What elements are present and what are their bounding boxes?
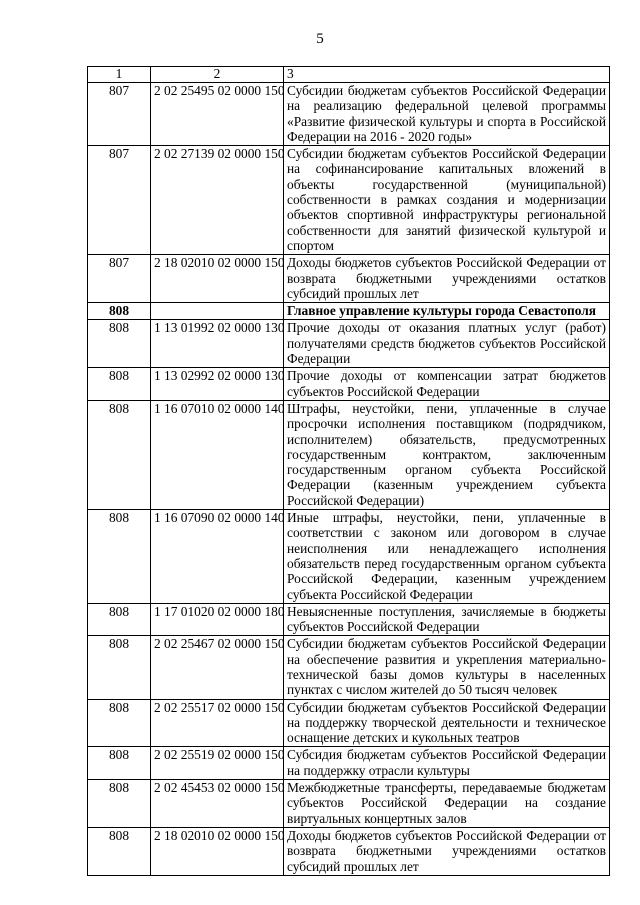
header-col-1: 1 xyxy=(88,67,151,83)
budget-code-cell: 1 16 07010 02 0000 140 xyxy=(151,400,284,509)
table-row xyxy=(88,603,610,636)
admin-code-cell: 808 xyxy=(88,510,151,604)
table-header-row xyxy=(88,67,610,83)
header-col-3: 3 xyxy=(284,67,610,83)
table-row xyxy=(88,368,610,401)
revenue-name-cell: Субсидии бюджетам субъектов Российской Федерации на реализацию федеральной целевой программы «Развитие физической культуры и спорта в Российской Федерации на 2016 - 2020 годы» xyxy=(284,83,610,146)
table-row xyxy=(88,827,610,875)
admin-code-cell: 807 xyxy=(88,255,151,303)
budget-code-cell: 2 02 25517 02 0000 150 xyxy=(151,699,284,747)
page-number: 5 xyxy=(316,31,324,47)
revenue-name-cell: Доходы бюджетов субъектов Российской Федерации от возврата бюджетными учреждениями остатков субсидий прошлых лет xyxy=(284,255,610,303)
admin-code-cell: 808 xyxy=(88,827,151,875)
budget-code-cell: 1 13 02992 02 0000 130 xyxy=(151,368,284,401)
revenue-name-cell: Субсидии бюджетам субъектов Российской Федерации на обеспечение развития и укрепления материально-технической базы домов культуры в населенных пунктах с числом жителей до 50 тысяч человек xyxy=(284,636,610,699)
revenue-name-cell: Доходы бюджетов субъектов Российской Федерации от возврата бюджетными учреждениями остатков субсидий прошлых лет xyxy=(284,827,610,875)
admin-code-cell: 808 xyxy=(88,747,151,780)
admin-code-cell: 808 xyxy=(88,303,151,320)
table-row xyxy=(88,747,610,780)
section-header-row xyxy=(88,303,610,320)
admin-code-cell: 808 xyxy=(88,368,151,401)
admin-code-cell: 807 xyxy=(88,146,151,255)
admin-code-cell: 808 xyxy=(88,320,151,368)
budget-code-cell: 2 02 25519 02 0000 150 xyxy=(151,747,284,780)
admin-code-cell: 808 xyxy=(88,603,151,636)
table-row xyxy=(88,146,610,255)
admin-code-cell: 807 xyxy=(88,83,151,146)
header-col-2: 2 xyxy=(151,67,284,83)
budget-code-cell: 1 13 01992 02 0000 130 xyxy=(151,320,284,368)
table-row xyxy=(88,255,610,303)
revenue-name-cell: Невыясненные поступления, зачисляемые в бюджеты субъектов Российской Федерации xyxy=(284,603,610,636)
budget-code-cell: 2 02 45453 02 0000 150 xyxy=(151,780,284,828)
admin-code-cell: 808 xyxy=(88,699,151,747)
budget-code-cell: 1 17 01020 02 0000 180 xyxy=(151,603,284,636)
revenue-name-cell: Субсидия бюджетам субъектов Российской Федерации на поддержку отрасли культуры xyxy=(284,747,610,780)
revenue-name-cell: Субсидии бюджетам субъектов Российской Федерации на поддержку творческой деятельности и техническое оснащение детских и кукольных театров xyxy=(284,699,610,747)
admin-code-cell: 808 xyxy=(88,400,151,509)
budget-code-cell: 2 02 25467 02 0000 150 xyxy=(151,636,284,699)
table-row xyxy=(88,320,610,368)
admin-code-cell: 808 xyxy=(88,780,151,828)
budget-code-cell: 2 02 25495 02 0000 150 xyxy=(151,83,284,146)
revenue-name-cell: Иные штрафы, неустойки, пени, уплаченные в соответствии с законом или договором в случае неисполнения или ненадлежащего исполнения обязательств перед государственным органом субъекта Российской Федерации, казенным учреждением субъекта Российской Федерации xyxy=(284,510,610,604)
table-row xyxy=(88,400,610,509)
table-row xyxy=(88,510,610,604)
budget-code-cell: 2 18 02010 02 0000 150 xyxy=(151,827,284,875)
revenue-name-cell: Субсидии бюджетам субъектов Российской Федерации на софинансирование капитальных вложений в объекты государственной (муниципальной) собственности в рамках создания и модернизации объектов спортивной инфраструктуры региональной собственности для занятий физической культурой и спортом xyxy=(284,146,610,255)
table-row xyxy=(88,699,610,747)
budget-code-cell: 2 18 02010 02 0000 150 xyxy=(151,255,284,303)
budget-code-cell xyxy=(151,303,284,320)
revenue-name-cell: Главное управление культуры города Севастополя xyxy=(284,303,610,320)
budget-code-cell: 2 02 27139 02 0000 150 xyxy=(151,146,284,255)
admin-code-cell: 808 xyxy=(88,636,151,699)
revenue-name-cell: Прочие доходы от оказания платных услуг (работ) получателями средств бюджетов субъектов Российской Федерации xyxy=(284,320,610,368)
revenue-codes-table xyxy=(87,66,610,876)
table-row xyxy=(88,636,610,699)
revenue-name-cell: Штрафы, неустойки, пени, уплаченные в случае просрочки исполнения поставщиком (подрядчиком, исполнителем) обязательств, предусмотренных государственным контрактом, заключенным государственным органом субъекта Российской Федерации (казенным учреждением субъекта Российской Федерации) xyxy=(284,400,610,509)
revenue-name-cell: Прочие доходы от компенсации затрат бюджетов субъектов Российской Федерации xyxy=(284,368,610,401)
budget-code-cell: 1 16 07090 02 0000 140 xyxy=(151,510,284,604)
table-row xyxy=(88,83,610,146)
table-row xyxy=(88,780,610,828)
revenue-name-cell: Межбюджетные трансферты, передаваемые бюджетам субъектов Российской Федерации на создание виртуальных концертных залов xyxy=(284,780,610,828)
